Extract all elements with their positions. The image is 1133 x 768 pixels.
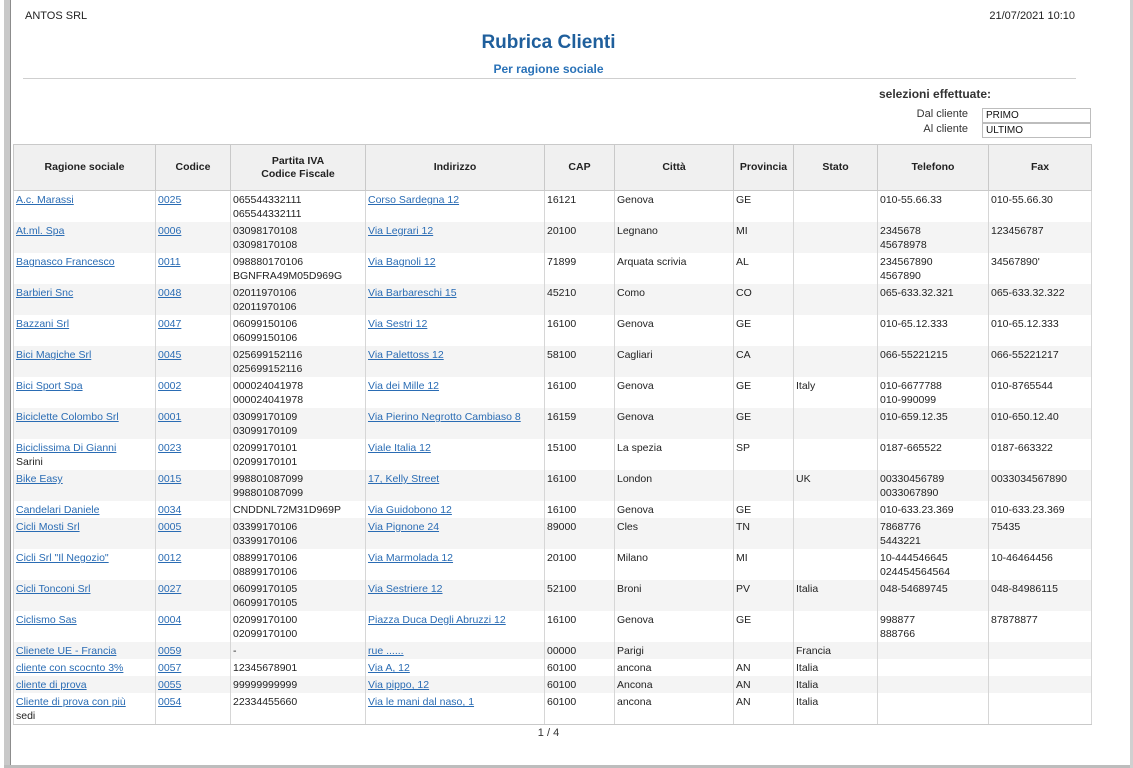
vat-number-cell: 025699152116 025699152116 bbox=[231, 346, 366, 377]
state-cell: Italia bbox=[794, 659, 878, 676]
fax-cell: 010-650.12.40 bbox=[989, 408, 1092, 439]
city-cell: Genova bbox=[615, 501, 734, 518]
phone-cell: 010-659.12.35 bbox=[878, 408, 989, 439]
vat-number-cell: 03399170106 03399170106 bbox=[231, 518, 366, 549]
viewer-left-border bbox=[4, 0, 11, 765]
city-cell: Genova bbox=[615, 408, 734, 439]
cap-cell: 20100 bbox=[545, 222, 615, 253]
client-name-cell[interactable]: A.c. Marassi bbox=[14, 191, 156, 223]
table-row bbox=[14, 580, 1092, 611]
vat-number-cell: 03099170109 03099170109 bbox=[231, 408, 366, 439]
city-cell: Broni bbox=[615, 580, 734, 611]
vat-number-cell: 22334455660 bbox=[231, 693, 366, 725]
vat-number-cell: 03098170108 03098170108 bbox=[231, 222, 366, 253]
province-cell: AL bbox=[734, 253, 794, 284]
client-code-cell[interactable]: 0045 bbox=[156, 346, 231, 377]
address-cell[interactable]: 17, Kelly Street bbox=[366, 470, 545, 501]
province-cell: MI bbox=[734, 549, 794, 580]
table-row bbox=[14, 549, 1092, 580]
col-fax-header: Fax bbox=[989, 145, 1092, 191]
client-name-cell[interactable]: Biciclette Colombo Srl bbox=[14, 408, 156, 439]
state-cell bbox=[794, 222, 878, 253]
table-row bbox=[14, 191, 1092, 223]
client-code-cell[interactable]: 0034 bbox=[156, 501, 231, 518]
client-code-cell[interactable]: 0047 bbox=[156, 315, 231, 346]
vat-number-cell: - bbox=[231, 642, 366, 659]
city-cell: Legnano bbox=[615, 222, 734, 253]
vat-number-cell: 065544332111 065544332111 bbox=[231, 191, 366, 223]
province-cell: CO bbox=[734, 284, 794, 315]
table-row bbox=[14, 676, 1092, 693]
cap-cell: 60100 bbox=[545, 693, 615, 725]
state-cell bbox=[794, 315, 878, 346]
city-cell: Como bbox=[615, 284, 734, 315]
report-title: Rubrica Clienti bbox=[481, 32, 616, 53]
fax-cell: 0033034567890 bbox=[989, 470, 1092, 501]
state-cell: UK bbox=[794, 470, 878, 501]
address-cell[interactable]: Via Guidobono 12 bbox=[366, 501, 545, 518]
province-cell: GE bbox=[734, 408, 794, 439]
client-code-cell[interactable]: 0048 bbox=[156, 284, 231, 315]
col-partita-iva-header: Partita IVA Codice Fiscale bbox=[231, 145, 366, 191]
city-cell: Cagliari bbox=[615, 346, 734, 377]
cap-cell: 15100 bbox=[545, 439, 615, 470]
province-cell: GE bbox=[734, 377, 794, 408]
vat-number-cell: 99999999999 bbox=[231, 676, 366, 693]
client-name-cell[interactable]: Cicli Tonconi Srl bbox=[14, 580, 156, 611]
client-name-cell[interactable]: Cicli Mosti Srl bbox=[14, 518, 156, 549]
vat-number-cell: 06099150106 06099150106 bbox=[231, 315, 366, 346]
address-cell[interactable]: Via le mani dal naso, 1 bbox=[366, 693, 545, 725]
table-row bbox=[14, 439, 1092, 470]
address-cell[interactable]: rue ...... bbox=[366, 642, 545, 659]
report-datetime: 21/07/2021 10:10 bbox=[989, 10, 1075, 22]
table-row bbox=[14, 253, 1092, 284]
address-cell[interactable]: Via dei Mille 12 bbox=[366, 377, 545, 408]
address-cell[interactable]: Piazza Duca Degli Abruzzi 12 bbox=[366, 611, 545, 642]
cap-cell: 16100 bbox=[545, 470, 615, 501]
client-code-cell[interactable]: 0011 bbox=[156, 253, 231, 284]
client-name-cell[interactable]: Candelari Daniele bbox=[14, 501, 156, 518]
page-number: 1 / 4 bbox=[537, 727, 560, 739]
col-telefono-header: Telefono bbox=[878, 145, 989, 191]
vat-number-cell: 098880170106 BGNFRA49M05D969G bbox=[231, 253, 366, 284]
address-cell[interactable]: Via Pignone 24 bbox=[366, 518, 545, 549]
client-name-cell[interactable]: Clienete UE - Francia bbox=[14, 642, 156, 659]
province-cell: GE bbox=[734, 315, 794, 346]
address-cell[interactable]: Via Barbareschi 15 bbox=[366, 284, 545, 315]
phone-cell: 010-6677788 010-990099 bbox=[878, 377, 989, 408]
state-cell bbox=[794, 611, 878, 642]
fax-cell: 048-84986115 bbox=[989, 580, 1092, 611]
cap-cell: 60100 bbox=[545, 659, 615, 676]
table-row bbox=[14, 693, 1092, 725]
table-row bbox=[14, 222, 1092, 253]
col-codice-header: Codice bbox=[156, 145, 231, 191]
selections-title: selezioni effettuate: bbox=[879, 87, 992, 101]
company-name: ANTOS SRL bbox=[25, 10, 88, 22]
client-code-cell[interactable]: 0015 bbox=[156, 470, 231, 501]
phone-cell: 2345678 45678978 bbox=[878, 222, 989, 253]
fax-cell: 10-46464456 bbox=[989, 549, 1092, 580]
cap-cell: 20100 bbox=[545, 549, 615, 580]
city-cell: La spezia bbox=[615, 439, 734, 470]
col-cap-header: CAP bbox=[545, 145, 615, 191]
fax-cell: 010-65.12.333 bbox=[989, 315, 1092, 346]
client-code-cell[interactable]: 0055 bbox=[156, 676, 231, 693]
table-row bbox=[14, 284, 1092, 315]
cap-cell: 89000 bbox=[545, 518, 615, 549]
fax-cell: 123456787 bbox=[989, 222, 1092, 253]
state-cell bbox=[794, 501, 878, 518]
from-client-label: Dal cliente bbox=[916, 108, 968, 120]
cap-cell: 16100 bbox=[545, 501, 615, 518]
client-name-cell[interactable]: Biciclissima Di Gianni Sarini bbox=[14, 439, 156, 470]
fax-cell: 75435 bbox=[989, 518, 1092, 549]
col-indirizzo-header: Indirizzo bbox=[366, 145, 545, 191]
state-cell bbox=[794, 253, 878, 284]
phone-cell bbox=[878, 676, 989, 693]
province-cell: TN bbox=[734, 518, 794, 549]
client-name-cell[interactable]: Bici Magiche Srl bbox=[14, 346, 156, 377]
vat-number-cell: 08899170106 08899170106 bbox=[231, 549, 366, 580]
table-row bbox=[14, 346, 1092, 377]
cap-cell: 16100 bbox=[545, 315, 615, 346]
phone-cell: 998877 888766 bbox=[878, 611, 989, 642]
phone-cell: 7868776 5443221 bbox=[878, 518, 989, 549]
cap-cell: 58100 bbox=[545, 346, 615, 377]
table-header-row bbox=[14, 145, 1092, 191]
client-code-cell[interactable]: 0006 bbox=[156, 222, 231, 253]
client-code-cell[interactable]: 0012 bbox=[156, 549, 231, 580]
state-cell: Francia bbox=[794, 642, 878, 659]
client-code-cell[interactable]: 0057 bbox=[156, 659, 231, 676]
client-name-cell[interactable]: Ciclismo Sas bbox=[14, 611, 156, 642]
col-provincia-header: Provincia bbox=[734, 145, 794, 191]
client-code-cell[interactable]: 0005 bbox=[156, 518, 231, 549]
client-name-cell[interactable]: Cicli Srl "Il Negozio" bbox=[14, 549, 156, 580]
province-cell: MI bbox=[734, 222, 794, 253]
address-cell[interactable]: Via Pierino Negrotto Cambiaso 8 bbox=[366, 408, 545, 439]
address-cell[interactable]: Via Palettoss 12 bbox=[366, 346, 545, 377]
city-cell: Genova bbox=[615, 315, 734, 346]
table-row bbox=[14, 659, 1092, 676]
state-cell bbox=[794, 408, 878, 439]
fax-cell bbox=[989, 676, 1092, 693]
cap-cell: 45210 bbox=[545, 284, 615, 315]
province-cell bbox=[734, 642, 794, 659]
vat-number-cell: 998801087099 998801087099 bbox=[231, 470, 366, 501]
address-cell[interactable]: Via Marmolada 12 bbox=[366, 549, 545, 580]
client-name-cell[interactable]: cliente con scocnto 3% bbox=[14, 659, 156, 676]
state-cell: Italia bbox=[794, 676, 878, 693]
client-code-cell[interactable]: 0002 bbox=[156, 377, 231, 408]
state-cell bbox=[794, 346, 878, 377]
client-name-cell[interactable]: Cliente di prova con più sedi bbox=[14, 693, 156, 725]
client-name-cell[interactable]: At.ml. Spa bbox=[14, 222, 156, 253]
table-row bbox=[14, 377, 1092, 408]
province-cell: AN bbox=[734, 659, 794, 676]
phone-cell: 010-633.23.369 bbox=[878, 501, 989, 518]
province-cell: AN bbox=[734, 676, 794, 693]
vat-number-cell: 02011970106 02011970106 bbox=[231, 284, 366, 315]
fax-cell bbox=[989, 659, 1092, 676]
col-ragione-sociale-header: Ragione sociale bbox=[14, 145, 156, 191]
city-cell: ancona bbox=[615, 659, 734, 676]
fax-cell: 87878877 bbox=[989, 611, 1092, 642]
fax-cell: 066-55221217 bbox=[989, 346, 1092, 377]
state-cell bbox=[794, 439, 878, 470]
state-cell bbox=[794, 284, 878, 315]
address-cell[interactable]: Via Sestriere 12 bbox=[366, 580, 545, 611]
client-name-cell[interactable]: Bike Easy bbox=[14, 470, 156, 501]
fax-cell bbox=[989, 642, 1092, 659]
state-cell: Italy bbox=[794, 377, 878, 408]
phone-cell: 0187-665522 bbox=[878, 439, 989, 470]
phone-cell bbox=[878, 642, 989, 659]
phone-cell: 048-54689745 bbox=[878, 580, 989, 611]
cap-cell: 00000 bbox=[545, 642, 615, 659]
city-cell: Genova bbox=[615, 611, 734, 642]
province-cell: SP bbox=[734, 439, 794, 470]
fax-cell: 0187-663322 bbox=[989, 439, 1092, 470]
city-cell: London bbox=[615, 470, 734, 501]
vat-number-cell: CNDDNL72M31D969P bbox=[231, 501, 366, 518]
province-cell: PV bbox=[734, 580, 794, 611]
fax-cell: 065-633.32.322 bbox=[989, 284, 1092, 315]
address-cell[interactable]: Via pippo, 12 bbox=[366, 676, 545, 693]
address-cell[interactable]: Via Bagnoli 12 bbox=[366, 253, 545, 284]
state-cell: Italia bbox=[794, 580, 878, 611]
province-cell: AN bbox=[734, 693, 794, 725]
cap-cell: 52100 bbox=[545, 580, 615, 611]
province-cell bbox=[734, 470, 794, 501]
address-cell[interactable]: Via Sestri 12 bbox=[366, 315, 545, 346]
phone-cell: 010-55.66.33 bbox=[878, 191, 989, 223]
client-code-cell[interactable]: 0001 bbox=[156, 408, 231, 439]
cap-cell: 16100 bbox=[545, 611, 615, 642]
fax-cell: 010-633.23.369 bbox=[989, 501, 1092, 518]
address-cell[interactable]: Corso Sardegna 12 bbox=[366, 191, 545, 223]
client-code-cell[interactable]: 0027 bbox=[156, 580, 231, 611]
phone-cell: 010-65.12.333 bbox=[878, 315, 989, 346]
province-cell: CA bbox=[734, 346, 794, 377]
city-cell: ancona bbox=[615, 693, 734, 725]
client-code-cell[interactable]: 0025 bbox=[156, 191, 231, 223]
to-client-label: Al cliente bbox=[923, 123, 968, 135]
state-cell: Italia bbox=[794, 693, 878, 725]
phone-cell bbox=[878, 693, 989, 725]
client-code-cell[interactable]: 0059 bbox=[156, 642, 231, 659]
vat-number-cell: 02099170100 02099170100 bbox=[231, 611, 366, 642]
table-row bbox=[14, 315, 1092, 346]
client-name-cell[interactable]: Barbieri Snc bbox=[14, 284, 156, 315]
table-row bbox=[14, 611, 1092, 642]
city-cell: Genova bbox=[615, 377, 734, 408]
phone-cell: 10-444546645 024454564564 bbox=[878, 549, 989, 580]
vat-number-cell: 000024041978 000024041978 bbox=[231, 377, 366, 408]
phone-cell: 066-55221215 bbox=[878, 346, 989, 377]
province-cell: GE bbox=[734, 501, 794, 518]
cap-cell: 16159 bbox=[545, 408, 615, 439]
province-cell: GE bbox=[734, 611, 794, 642]
phone-cell: 234567890 4567890 bbox=[878, 253, 989, 284]
city-cell: Parigi bbox=[615, 642, 734, 659]
state-cell bbox=[794, 549, 878, 580]
address-cell[interactable]: Via Legrari 12 bbox=[366, 222, 545, 253]
state-cell bbox=[794, 191, 878, 223]
col-citta-header: Città bbox=[615, 145, 734, 191]
vat-number-cell: 06099170105 06099170105 bbox=[231, 580, 366, 611]
city-cell: Milano bbox=[615, 549, 734, 580]
table-row bbox=[14, 518, 1092, 549]
client-name-cell[interactable]: Bagnasco Francesco bbox=[14, 253, 156, 284]
table-row bbox=[14, 642, 1092, 659]
table-row bbox=[14, 408, 1092, 439]
vat-number-cell: 12345678901 bbox=[231, 659, 366, 676]
clients-table bbox=[13, 144, 1092, 725]
table-row bbox=[14, 501, 1092, 518]
fax-cell: 010-8765544 bbox=[989, 377, 1092, 408]
to-client-value: ULTIMO bbox=[982, 123, 1091, 138]
report-page bbox=[11, 0, 1130, 765]
phone-cell bbox=[878, 659, 989, 676]
city-cell: Cles bbox=[615, 518, 734, 549]
cap-cell: 16121 bbox=[545, 191, 615, 223]
report-subtitle: Per ragione sociale bbox=[493, 62, 604, 76]
cap-cell: 16100 bbox=[545, 377, 615, 408]
cap-cell: 60100 bbox=[545, 676, 615, 693]
vat-number-cell: 02099170101 02099170101 bbox=[231, 439, 366, 470]
header-divider bbox=[23, 78, 1076, 79]
phone-cell: 065-633.32.321 bbox=[878, 284, 989, 315]
cap-cell: 71899 bbox=[545, 253, 615, 284]
state-cell bbox=[794, 518, 878, 549]
city-cell: Arquata scrivia bbox=[615, 253, 734, 284]
province-cell: GE bbox=[734, 191, 794, 223]
client-name-cell[interactable]: cliente di prova bbox=[14, 676, 156, 693]
address-cell[interactable]: Via A, 12 bbox=[366, 659, 545, 676]
client-name-cell[interactable]: Bici Sport Spa bbox=[14, 377, 156, 408]
client-code-cell[interactable]: 0023 bbox=[156, 439, 231, 470]
client-code-cell[interactable]: 0054 bbox=[156, 693, 231, 725]
city-cell: Genova bbox=[615, 191, 734, 223]
fax-cell bbox=[989, 693, 1092, 725]
from-client-value: PRIMO bbox=[982, 108, 1091, 123]
table-row bbox=[14, 470, 1092, 501]
fax-cell: 34567890' bbox=[989, 253, 1092, 284]
address-cell[interactable]: Viale Italia 12 bbox=[366, 439, 545, 470]
client-name-cell[interactable]: Bazzani Srl bbox=[14, 315, 156, 346]
col-stato-header: Stato bbox=[794, 145, 878, 191]
client-code-cell[interactable]: 0004 bbox=[156, 611, 231, 642]
fax-cell: 010-55.66.30 bbox=[989, 191, 1092, 223]
phone-cell: 00330456789 0033067890 bbox=[878, 470, 989, 501]
city-cell: Ancona bbox=[615, 676, 734, 693]
